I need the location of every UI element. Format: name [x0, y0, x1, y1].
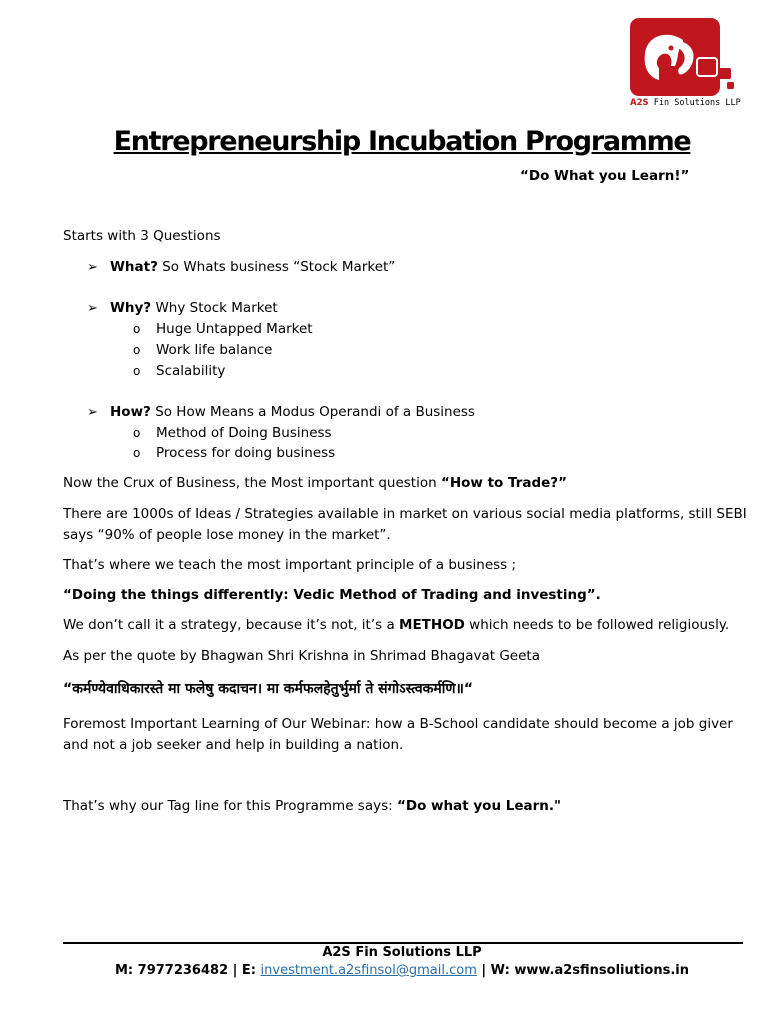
page-title: Entrepreneurship Incubation Programme [113, 126, 691, 157]
circle-bullet-icon: o [133, 426, 141, 440]
method-paragraph: We don’t call it a strategy, because it’s not, it’s a METHOD which needs to be followed religiously. [63, 617, 730, 633]
footer-phone: M: 7977236482 | E: [115, 963, 261, 978]
list-item: o Process for doing business [133, 445, 336, 461]
elephant-logo-icon [625, 14, 745, 100]
logo-caption [630, 98, 741, 108]
footer-contact [0, 963, 768, 978]
webinar-line-2: and not a job seeker and help in building a nation. [63, 737, 404, 753]
company-logo [625, 14, 745, 110]
ideas-line-2: says “90% of people lose money in the market”. [63, 527, 391, 543]
list-item: o Method of Doing Business [133, 425, 332, 441]
intro-text: Starts with 3 Questions [63, 228, 221, 244]
arrow-bullet-icon: ➢ [87, 301, 98, 316]
question-label: What? [110, 259, 158, 275]
footer-company: A2S Fin Solutions LLP [322, 945, 482, 960]
question-text: So How Means a Modus Operandi of a Business [155, 404, 475, 420]
question-label: How? [110, 404, 151, 420]
arrow-bullet-icon: ➢ [87, 405, 98, 420]
circle-bullet-icon: o [133, 343, 141, 357]
footer-web: | W: www.a2sfinsoliutions.in [476, 963, 689, 978]
question-text: Why Stock Market [155, 300, 278, 316]
webinar-line-1: Foremost Important Learning of Our Webinar: how a B-School candidate should become a job giver [63, 716, 733, 732]
list-item: o Scalability [133, 363, 226, 379]
question-text: So Whats business “Stock Market” [162, 259, 396, 275]
footer-email-link[interactable]: investment.a2sfinsol@gmail.com [260, 963, 477, 978]
circle-bullet-icon: o [133, 446, 141, 460]
crux-paragraph: Now the Crux of Business, the Most important question “How to Trade?” [63, 475, 568, 491]
quote-intro: As per the quote by Bhagwan Shri Krishna in Shrimad Bhagavat Geeta [63, 648, 540, 664]
principle-intro: That’s where we teach the most important principle of a business ; [63, 557, 517, 573]
ideas-line-1: There are 1000s of Ideas / Strategies available in market on various social media platforms, still SEBI [63, 506, 747, 522]
circle-bullet-icon: o [133, 364, 141, 378]
list-item: o Work life balance [133, 342, 273, 358]
question-what [87, 259, 396, 276]
principle-statement: “Doing the things differently: Vedic Method of Trading and investing”. [63, 587, 601, 603]
logo-brand: A2S [630, 98, 649, 108]
closing-tagline: That’s why our Tag line for this Programme says: “Do what you Learn." [63, 798, 562, 814]
arrow-bullet-icon: ➢ [87, 260, 98, 275]
circle-bullet-icon: o [133, 322, 141, 336]
question-how [87, 404, 475, 421]
tagline: “Do What you Learn!” [520, 168, 690, 184]
question-label: Why? [110, 300, 152, 316]
list-item: o Huge Untapped Market [133, 321, 313, 337]
logo-suffix: Fin Solutions LLP [653, 98, 741, 108]
footer-divider [63, 942, 743, 944]
sanskrit-quote: “कर्मण्येवाधिकारस्ते मा फलेषु कदाचन। मा कर्मफलहेतुर्भुर्मा ते संगोऽस्त्वकर्मणि॥“ [63, 681, 474, 697]
question-why [87, 300, 278, 317]
